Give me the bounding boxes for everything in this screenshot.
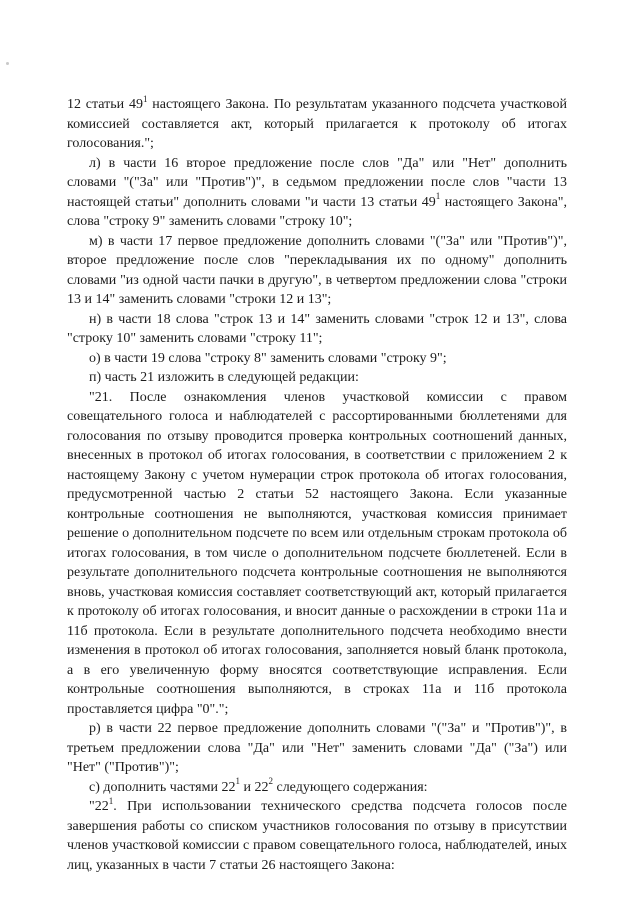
paragraph [67, 95, 567, 154]
paragraph [67, 719, 567, 778]
text-run: . При использовании технического средства подсчета голосов после завершения работы со списком участников голосования по отзыву в присутствии членов участковой комиссии с правом совещательного голоса, наблюдателей, иных лиц, указанных в части 7 статьи 26 настоящего Закона: [67, 799, 567, 873]
paragraph [67, 349, 567, 369]
text-run: н) в части 18 слова "строк 13 и 14" заменить словами "строк 12 и 13", слова "строку 10" заменить словами "строку 11"; [67, 311, 567, 346]
text-run: следующего содержания: [272, 779, 428, 795]
paragraph [67, 388, 567, 720]
text-run: м) в части 17 первое предложение дополнить словами "("За" или "Против")", второе предложение после слов "перекладывания их по одному" дополнить словами "из одной части пачки в другую", в четвертом предложении слова "строки 13 и 14" заменить словами "строки 12 и 13"; [67, 233, 567, 307]
superscript: 2 [268, 776, 273, 787]
text-run: настоящего Закона. По результатам указанного подсчета участковой комиссией составляется акт, который прилагается к протоколу об итогах голосования."; [67, 97, 567, 151]
superscript: 1 [108, 795, 114, 806]
paragraph [67, 797, 567, 875]
text-run: р) в части 22 первое предложение дополнить словами "("За" и "Против")", в третьем предложении слова "Да" или "Нет" заменить словами "Да" ("За") или "Нет" ("Против")"; [67, 721, 567, 775]
text-run: п) часть 21 изложить в следующей редакции: [89, 370, 359, 385]
superscript: 1 [435, 191, 441, 202]
paragraph [67, 368, 567, 388]
paragraph [67, 310, 567, 349]
scan-dot-mark [6, 62, 9, 65]
paragraph [67, 778, 567, 798]
text-run: настоящего Закона", слова "строку 9" заменить словами "строку 10"; [67, 194, 567, 229]
text-run: 12 статьи 49 [67, 97, 143, 112]
text-run: "21. После ознакомления членов участковой комиссии с правом совещательного голоса и наблюдателей с рассортированными бюллетенями для голосования по отзыву проводится проверка контрольных соотношений данных, внесенных в протокол об итогах голосования, в соответствии с приложением 2 к настоящему Закону с учетом нумерации строк протокола об итогах голосования, предусмотренной частью 2 статьи 52 настоящего Закона. Если указанные контрольные соотношения не выполняются, участковая комиссия принимает решение о дополнительном подсчете по всем или отдельным строкам протокола об итогах голосования, в том числе о дополнительном подсчете бюллетеней. Если в результате дополнительного подсчета контрольные соотношения не выполняются вновь, участковая комиссия составляет соответствующий акт, который прилагается к протоколу об итогах голосования, и вносит данные о расхождении в строки 11а и 11б протокола. Если в результате дополнительного подсчета необходимо внести изменения в протокол об итогах голосования, заполняется новый бланк протокола, а в его увеличенную форму вносятся соответствующие исправления. Если контрольные соотношения выполняются, в строках 11а и 11б протокола проставляется цифра "0"."; [67, 389, 567, 717]
text-run: о) в части 19 слова "строку 8" заменить словами "строку 9"; [89, 350, 447, 366]
paragraph [67, 154, 567, 232]
text-run: с) дополнить частями 22 [89, 779, 236, 795]
superscript: 1 [142, 93, 148, 104]
paragraph [67, 232, 567, 310]
text-run: л) в части 16 второе предложение после слов "Да" или "Нет" дополнить словами "("За" или "Против")", в седьмом предложении после слов "части 13 настоящей статьи" дополнить словами "и части 13 статьи 49 [67, 155, 567, 210]
text-run: и 22 [239, 779, 269, 795]
superscript: 1 [235, 776, 240, 787]
text-run: "22 [89, 799, 109, 814]
document-body [67, 95, 567, 875]
